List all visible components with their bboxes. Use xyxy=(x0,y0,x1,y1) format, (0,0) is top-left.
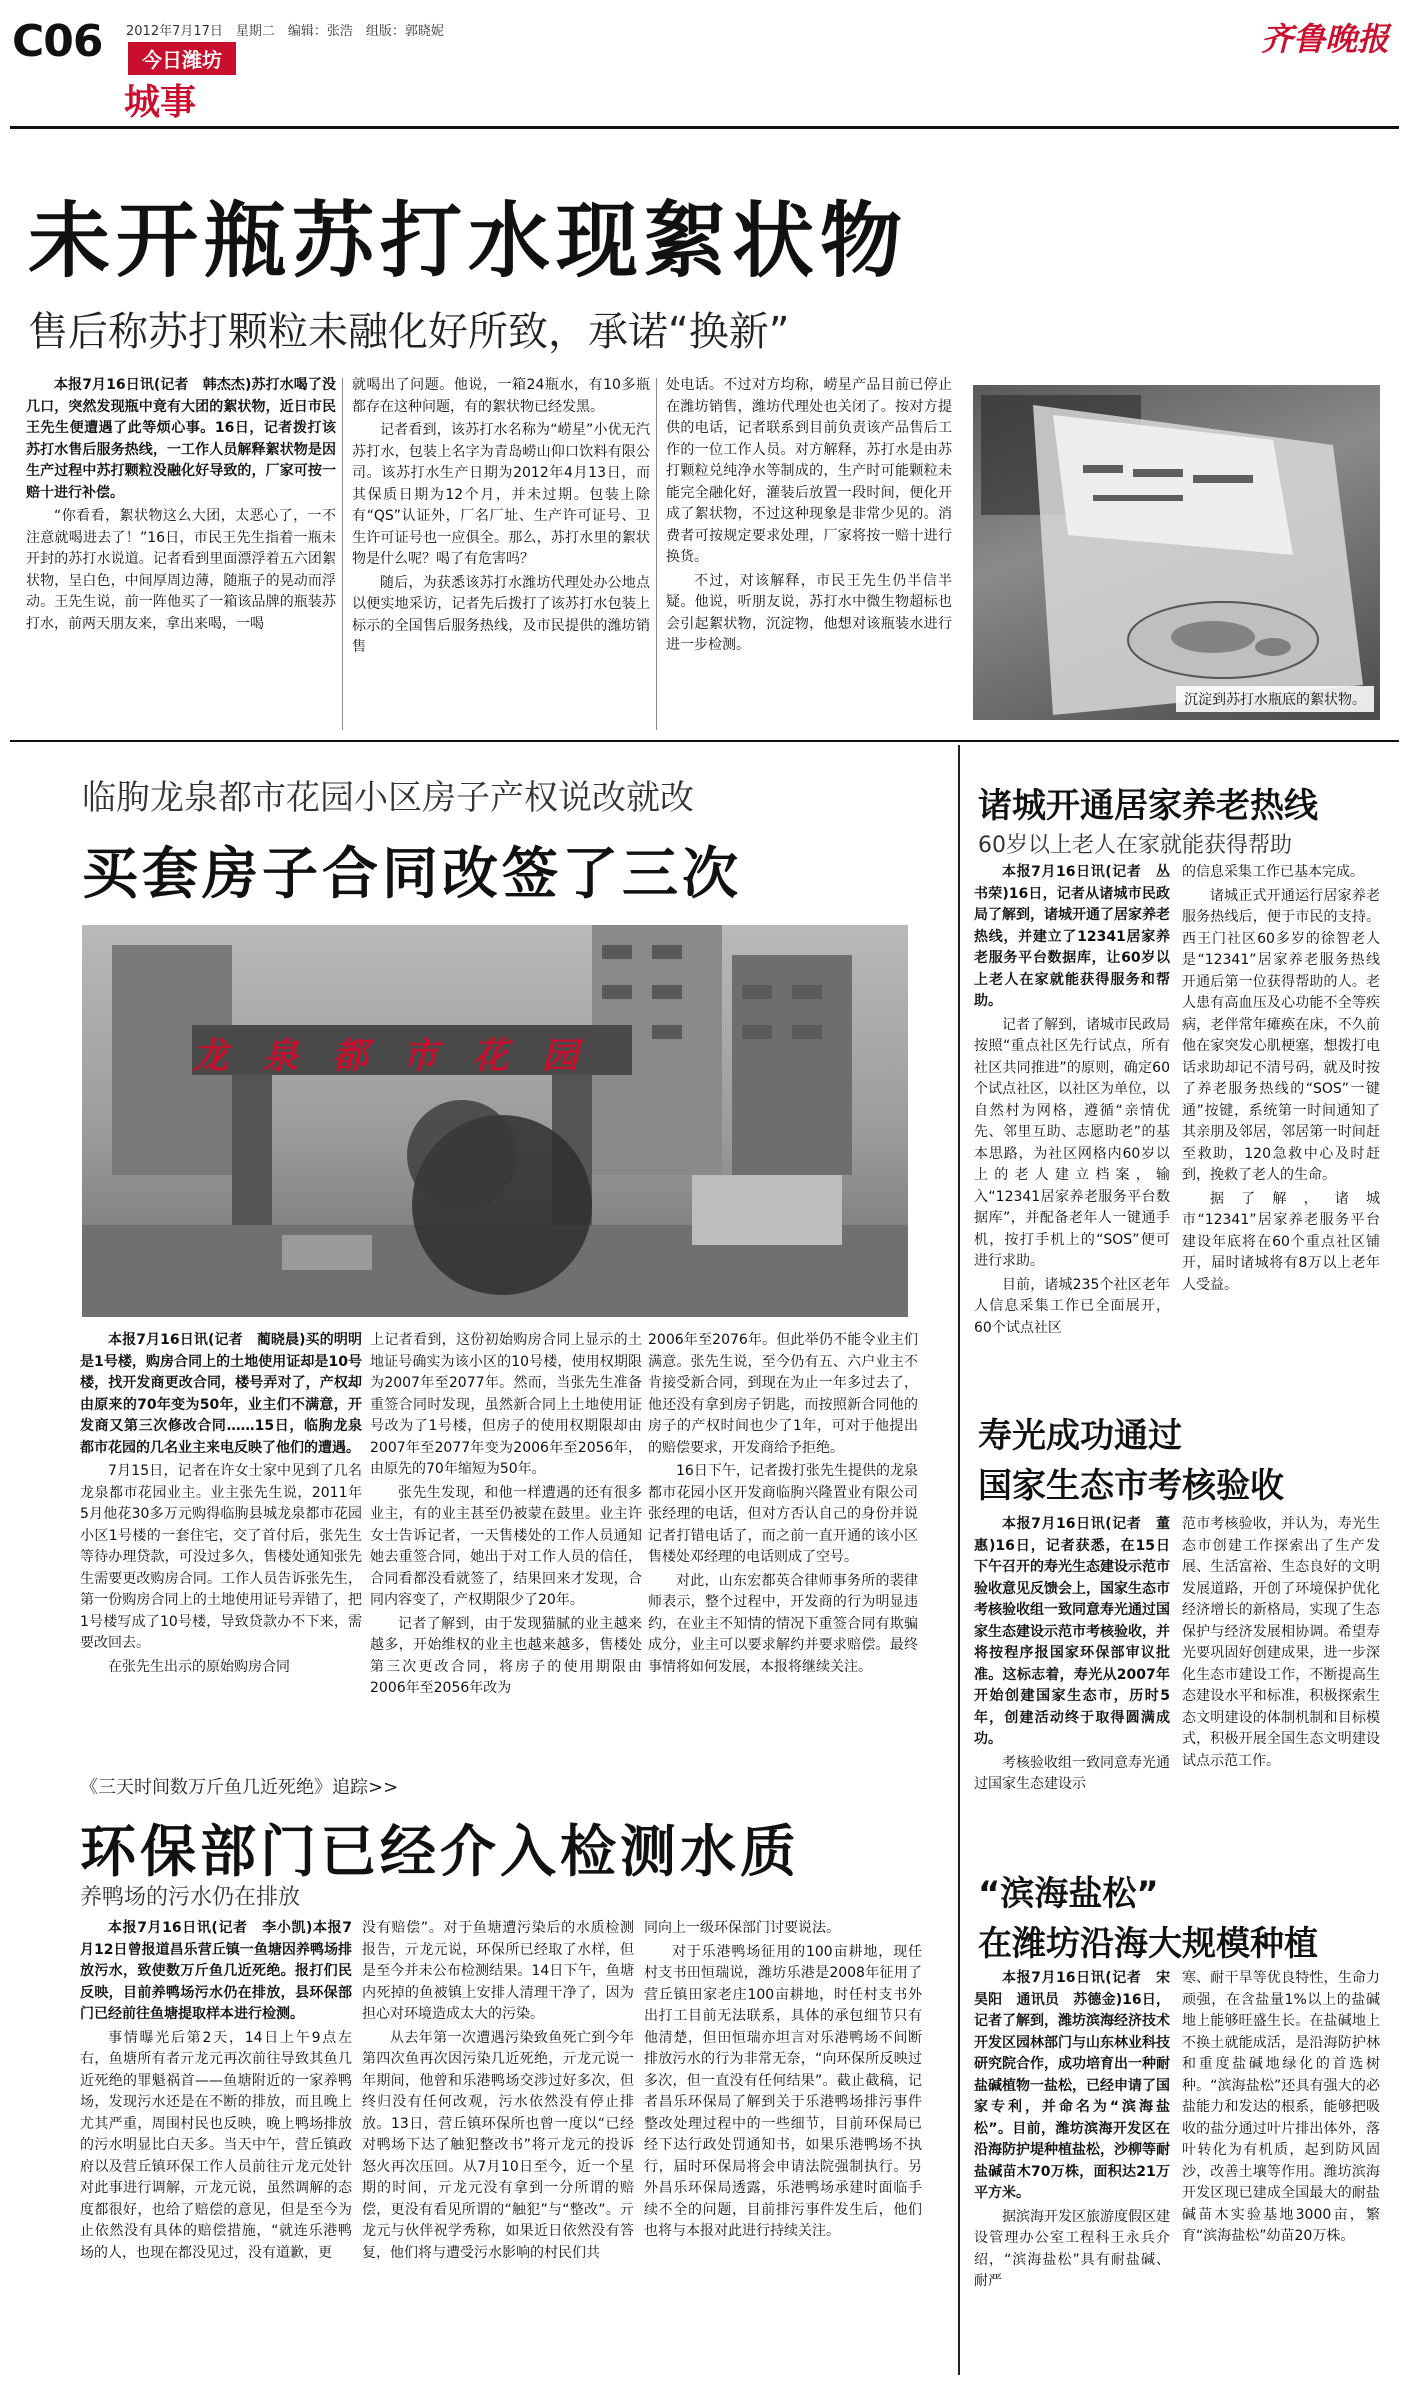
b1-headline: 诸城开通居家养老热线 xyxy=(978,786,1318,826)
paragraph: 本报7月16日讯(记者 宋昊阳 通讯员 苏德金)16日，记者了解到，潍坊滨海经济技术开发区园林部门与山东林业科技研究院合作，成功培育出一种耐盐碱植物一盐松，已经申请了国家专利，并命名为“滨海盐松”。目前，潍坊滨海开发区在沿海防护堤种植盐松，沙柳等耐盐碱苗木70万株，面积达21万平方米。 xyxy=(974,1970,1170,2201)
paragraph: 张先生发现，和他一样遭遇的还有很多业主，有的业主甚至仍被蒙在鼓里。业主许女士告诉记者，一天售楼处的工作人员通知她去重签合同，她出于对工作人员的信任，合同看都没看就签了，结果回来才发现，合同内容变了，产权期限少了20年。 xyxy=(370,1484,642,1608)
a3-headline: 环保部门已经介入检测水质 xyxy=(80,1820,800,1885)
b3-col-1 xyxy=(974,1968,1170,2295)
paragraph: 就喝出了问题。他说，一箱24瓶水，有10多瓶都存在这种问题，有的絮状物已经发黑。 xyxy=(352,377,650,415)
a1-col-1 xyxy=(26,375,336,637)
paragraph: 随后，为获悉该苏打水潍坊代理处办公地点以便实地采访，记者先后拨打了该苏打水包装上标示的全国售后服务热线，及市民提供的潍坊销售 xyxy=(352,574,650,655)
b1-subtitle: 60岁以上老人在家就能获得帮助 xyxy=(978,833,1292,858)
vertical-rule xyxy=(958,745,960,2375)
b2-headline-line1: 寿光成功通过 xyxy=(978,1416,1182,1456)
paragraph: 考核验收组一致同意寿光通过国家生态建设示 xyxy=(974,1754,1170,1792)
a1-subtitle: 售后称苏打颗粒未融化好所致，承诺“换新” xyxy=(28,309,790,355)
paragraph: 16日下午，记者拨打张先生提供的龙泉都市花园小区开发商临朐兴隆置业有限公司张经理的电话，但对方否认自己的身份并说记者打错电话了，而之前一直开通的该小区售楼处邓经理的电话则成了空号。 xyxy=(648,1463,918,1565)
a2-col-3 xyxy=(648,1330,918,1680)
paragraph: 据了解，诸城市“12341”居家养老服务平台建设年底将在60个重点社区铺开，届时诸城将有8万以上老年人受益。 xyxy=(1182,1190,1380,1293)
paragraph: 上记者看到，这份初始购房合同上显示的土地证号确实为该小区的10号楼，使用权期限为2007年至2077年。然而，当张先生准备重签合同时发现，虽然新合同上土地使用证号改为了1号楼，但房子的使用权期限却由2007年至2077年变为2006年至2056年，由原先的70年缩短为50年。 xyxy=(370,1332,642,1477)
paragraph: 7月15日，记者在许女士家中见到了几名龙泉都市花园业主。业主张先生说，2011年5月他花30多万元购得临朐县城龙泉都市花园小区1号楼的一套住宅，交了首付后，张先生等待办理贷款，可没过多久，售楼处通知张先生需要更改购房合同。工作人员告诉张先生，第一份购房合同上的土地使用证号弄错了，把1号楼写成了10号楼，导致贷款办不下来，需要改回去。 xyxy=(80,1463,362,1651)
paragraph: 记者了解到，由于发现猫腻的业主越来越多，开始维权的业主也越来越多，售楼处第三次更改合同，将房子的使用期限由2006年至2056年改为 xyxy=(370,1615,642,1696)
paragraph: 从去年第一次遭遇污染致鱼死亡到今年第四次鱼再次因污染几近死绝，亓龙元说一年期间，他曾和乐港鸭场交涉过好多次，但终归没有任何改观，污水依然没有停止排放。13日，营丘镇环保所也曾一度以“已经对鸭场下达了触犯整改书”将亓龙元的投诉怒火再次压回。从7月10日至今，近一个星期的时间，亓龙元没有拿到一分所谓的赔偿，更没有看见所谓的“触犯”与“整改”。亓龙元与伙伴祝学秀称，如果近日依然没有答复，他们将与遭受污水影响的村民们共 xyxy=(362,2029,634,2261)
photo-caption: 沉淀到苏打水瓶底的絮状物。 xyxy=(1176,686,1374,712)
a3-col-3 xyxy=(644,1918,922,2245)
housing-complex-photo xyxy=(82,925,908,1317)
header-rule xyxy=(10,126,1399,129)
paragraph: 本报7月16日讯(记者 丛书荣)16日，记者从诸城市民政局了解到，诸城开通了居家养老热线，并建立了12341居家养老服务平台数据库，让60岁以上老人在家就能获得服务和帮助。 xyxy=(974,864,1170,1009)
column-tag: 今日潍坊 xyxy=(128,42,236,75)
paragraph: 在张先生出示的原始购房合同 xyxy=(108,1658,290,1675)
paragraph: 记者了解到，诸城市民政局按照“重点社区先行试点，所有社区共同推进”的原则，确定60个试点社区，以社区为单位，以自然村为网格，遵循“亲情优先、邻里互助、志愿助老”的基本思路，为社区网格内60岁以上的老人建立档案，输入“12341居家养老服务平台数据库”，并配备老年人一键通手机，按打手机上的“SOS”便可进行求助。 xyxy=(974,1016,1170,1269)
soda-bottle-photo xyxy=(973,385,1380,720)
paragraph: 记者看到，该苏打水名称为“崂星”小优无汽苏打水，包装上名字为青岛崂山仰口饮料有限公司。该苏打水生产日期为2012年4月13日，而其保质日期为12个月，并未过期。包装上除有“QS”认证外，厂名厂址、生产许可证号、卫生许可证号也一应俱全。那么，苏打水里的絮状物是什么呢？喝了有危害吗？ xyxy=(352,422,650,567)
paragraph: 没有赔偿”。对于鱼塘遭污染后的水质检测报告，亓龙元说，环保所已经取了水样，但是至今并未公布检测结果。14日下午，鱼塘内死掉的鱼被镇上安排人清理干净了，因为担心对环境造成太大的污染。 xyxy=(362,1920,634,2022)
paragraph: 目前，诸城235个社区老年人信息采集工作已全面展开，60个试点社区 xyxy=(974,1276,1170,1336)
paragraph: 2006年至2076年。但此举仍不能令业主们满意。张先生说，至今仍有五、六户业主不肯接受新合同，到现在为止一年多过去了，他还没有拿到房子钥匙，而按照新合同他的房子的产权时间也少了1年，可对于他提出的赔偿要求，开发商给予拒绝。 xyxy=(648,1332,918,1456)
b1-col-2 xyxy=(1182,862,1380,1298)
paragraph: 范市考核验收，并认为，寿光生态市创建工作探索出了生产发展、生活富裕、生态良好的文明发展道路，开创了环境保护优化经济增长的新格局，实现了生态保护与经济发展相协调。希望寿光要巩固好创建成果，进一步深化生态市建设工作，不断提高生态建设水平和标准，积极探索生态文明建设的体制机制和目标模式，积极开展全国生态文明建设试点示范工作。 xyxy=(1182,1516,1380,1769)
paragraph: 的信息采集工作已基本完成。 xyxy=(1182,864,1364,880)
a3-subtitle: 养鸭场的污水仍在排放 xyxy=(80,1885,301,1910)
paragraph: 本报7月16日讯(记者 韩杰杰)苏打水喝了没几口，突然发现瓶中竟有大团的絮状物，近日市民王先生便遭遇了此等烦心事。16日，记者拨打该苏打水售后服务热线，一工作人员解释絮状物是因生产过程中苏打颗粒没融化好导致的，厂家可按一赔十进行补偿。 xyxy=(26,377,336,501)
bottle-illustration xyxy=(973,385,1380,720)
newspaper-logo: 齐鲁晚报 xyxy=(1260,20,1389,58)
a3-kicker: 《三天时间数万斤鱼几近死绝》追踪>> xyxy=(80,1777,399,1798)
paragraph: 本报7月16日讯(记者 李小凯)本报7月12日曾报道昌乐营丘镇一鱼塘因养鸭场排放污水，致使数万斤鱼几近死绝。报打们民反映，目前养鸭场污水仍在排放，县环保部门已经前往鱼塘提取样本进行检测。 xyxy=(80,1920,352,2022)
column-divider xyxy=(656,378,657,730)
b1-col-1 xyxy=(974,862,1170,1341)
paragraph: 事情曝光后第2天，14日上午9点左右，鱼塘所有者亓龙元再次前往导致其鱼几近死绝的罪魁祸首——鱼塘附近的一家养鸭场，发现污水还是在不断的排放，而且晚上尤其严重，周围村民也反映，晚上鸭场排放的污水明显比白天多。当天中午，营丘镇政府以及营丘镇环保工作人员前往亓龙元处针对此事进行调解，亓龙元说，虽然调解的态度都很好，也给了赔偿的意见，但是至今为止依然没有具体的赔偿措施，“就连乐港鸭场的人，也现在都没见过，没有道歉，更 xyxy=(80,2029,352,2261)
page-number: C06 xyxy=(12,16,103,67)
a3-col-2 xyxy=(362,1918,634,2266)
b2-col-1 xyxy=(974,1514,1170,1798)
column-divider xyxy=(342,378,343,730)
gate-signboard: 龙泉都市花园 xyxy=(192,1035,613,1077)
paragraph: 诸城正式开通运行居家养老服务热线后，便于市民的支持。西王门社区60多岁的徐智老人是“12341”居家养老服务热线开通后第一位获得帮助的人。老人患有高血压及心功能不全等疾病，老伴常年瘫痪在床，不久前他在家突发心肌梗塞，想拨打电话求助却记不清号码，就及时按了养老服务热线的“SOS”一键通”按键，系统第一时间通知了其亲朋及邻居，邻居第一时间赶至救助，120急救中心及时赶到，挽救了老人的生命。 xyxy=(1182,887,1380,1183)
paragraph: 不过，对该解释，市民王先生仍半信半疑。他说，听朋友说，苏打水中微生物超标也会引起絮状物，沉淀物，他想对该瓶装水进行进一步检测。 xyxy=(666,572,952,653)
paragraph: 本报7月16日讯(记者 董惠)16日，记者获悉，在15日下午召开的寿光生态建设示范市验收意见反馈会上，国家生态市考核验收组一致同意寿光通过国家生态建设示范市考核验收，并将按程序报国家环保部审议批准。这标志着，寿光从2007年开始创建国家生态市，历时5年，创建活动终于取得圆满成功。 xyxy=(974,1516,1170,1747)
paragraph: 处电话。不过对方均称，崂星产品目前已停止在潍坊销售，潍坊代理处也关闭了。按对方提供的电话，记者联系到目前负责该产品售后工作的一位工作人员。对方解释，苏打水是由苏打颗粒兑纯净水等制成的，生产时可能颗粒未能完全融化好，灌装后放置一段时间，便化开成了絮状物，不过这种现象是非常少见的。消费者可按规定要求处理，厂家将按一赔十进行换货。 xyxy=(666,377,952,565)
paragraph: 对于乐港鸭场征用的100亩耕地，现任村支书田恒瑞说，潍坊乐港是2008年征用了营丘镇田家老庄100亩耕地，时任村支书外出打工目前无法联系，具体的承包细节只有他清楚，但田恒瑞亦坦言对乐港鸭场不间断排放污水的行为非常无奈，“向环保所反映过多次，但一直没有任何结果”。截止截稿，记者昌乐环保局了解到关于乐港鸭场排污事件整改处理过程中的一些细节，目前环保局已经下达行政处罚通知书，如果乐港鸭场不执行，届时环保局将会申请法院强制执行。另外昌乐环保局透露，乐港鸭场承建时面临手续不全的问题，目前排污事件发生后，他们也将与本报对此进行持续关注。 xyxy=(644,1943,922,2239)
paragraph: 同向上一级环保部门讨要说法。 xyxy=(644,1920,840,1936)
paragraph: 本报7月16日讯(记者 蔺晓晨)买的明明是1号楼，购房合同上的土地使用证却是10号楼，找开发商更改合同，楼号弄对了，产权却由原来的70年变为50年，业主们不满意，开发商又第三次修改合同……15日，临朐龙泉都市花园的几名业主来电反映了他们的遭遇。 xyxy=(80,1332,362,1456)
a2-col-2 xyxy=(370,1330,642,1702)
a1-col-3 xyxy=(666,375,952,659)
a1-col-2 xyxy=(352,375,650,661)
b3-headline-line1: “滨海盐松” xyxy=(978,1874,1159,1914)
b2-col-2 xyxy=(1182,1514,1380,1774)
a1-headline: 未开瓶苏打水现絮状物 xyxy=(28,194,909,289)
section-title: 城事 xyxy=(124,82,197,123)
photo-illustration xyxy=(82,925,908,1317)
b3-headline-line2: 在潍坊沿海大规模种植 xyxy=(978,1924,1318,1964)
page-meta: 2012年7月17日 星期二 编辑：张浩 组版：郭晓妮 xyxy=(126,24,444,39)
b3-col-2 xyxy=(1182,1968,1380,2250)
a2-headline: 买套房子合同改签了三次 xyxy=(82,842,742,907)
b2-headline-line2: 国家生态市考核验收 xyxy=(978,1466,1284,1506)
paragraph: 据滨海开发区旅游度假区建设管理办公室工程科王永兵介绍，“滨海盐松”具有耐盐碱、耐严 xyxy=(974,2208,1170,2289)
paragraph: “你看看，絮状物这么大团，太恶心了，一不注意就喝进去了！”16日，市民王先生指着一瓶未开封的苏打水说道。记者看到里面漂浮着五六团絮状物，呈白色，中间厚周边薄，随瓶子的晃动而浮动。王先生说，前一阵他买了一箱该品牌的瓶装苏打水，前两天朋友来，拿出来喝，一喝 xyxy=(26,508,336,632)
a2-col-1 xyxy=(80,1330,362,1680)
paragraph: 对此，山东宏都英合律师事务所的裴律师表示，整个过程中，开发商的行为明显违约，在业主不知情的情况下重签合同有欺骗成分，业主可以要求解约并要求赔偿。最终事情将如何发展，本报将继续关注。 xyxy=(648,1572,918,1675)
section-rule xyxy=(10,740,1399,742)
a3-col-1 xyxy=(80,1918,352,2266)
a2-kicker: 临朐龙泉都市花园小区房子产权说改就改 xyxy=(82,778,694,818)
paragraph: 寒、耐干旱等优良特性，生命力顽强，在含盐量1%以上的盐碱地上能够旺盛生长。在盐碱地上不换土就能成活，是沿海防护林和重度盐碱地绿化的首选树种。“滨海盐松”还具有强大的必盐能力和发达的根系，能够把吸收的盐分通过叶片排出体外，落叶转化为有机质，起到防风固沙，改善土壤等作用。潍坊滨海开发区现已建成全国最大的耐盐碱苗木实验基地3000亩，繁育“滨海盐松”幼苗20万株。 xyxy=(1182,1970,1380,2244)
